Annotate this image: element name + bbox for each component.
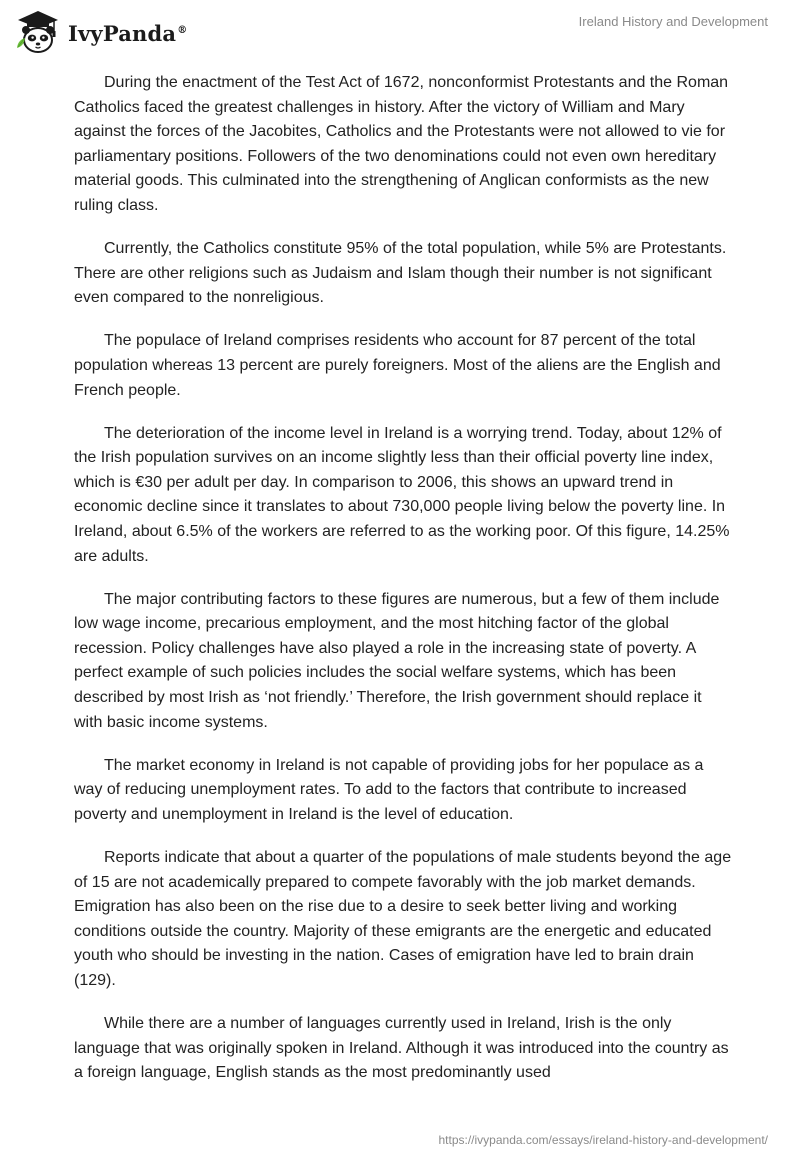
document-title: Ireland History and Development [578, 14, 768, 29]
paragraph: During the enactment of the Test Act of 1672, nonconformist Protestants and the Roman Catholics faced the greatest challenges in history. After the victory of William and Mary against the forces of the Jacobites, Catholics and the Protestants were not allowed to vie for parliamentary positions. Followers of the two denominations could not even own hereditary material goods. This culminated into the strengthening of Anglican conformists as the new ruling class. [74, 74, 729, 214]
paragraph: Reports indicate that about a quarter of the populations of male students beyond the age of 15 are not academically prepared to compete favorably with the job market demands. Emigration has also been on the rise due to a desire to seek better living and working conditions outside the country. Majority of these emigrants are the energetic and educated youth who should be investing in the nation. Cases of emigration have led to brain drain (129). [74, 849, 732, 989]
ivypanda-logo[interactable] [14, 8, 187, 56]
brand-name: IvyPanda® [68, 20, 188, 46]
paragraph: The deterioration of the income level in Ireland is a worrying trend. Today, about 12% of the Irish population survives on an income slightly less than their official poverty line index, which is €30 per adult per day. In comparison to 2006, this shows an upward trend in economic decline since it translates to about 730,000 people living below the poverty line. In Ireland, about 6.5% of the workers are referred to as the working poor. Of this figure, 14.25% are adults. [74, 424, 730, 565]
paragraph: The market economy in Ireland is not capable of providing jobs for her populace as a way of reducing unemployment rates. To add to the factors that contribute to increased poverty and unemployment in Ireland is the level of education. [74, 756, 704, 823]
paragraph: The major contributing factors to these figures are numerous, but a few of them include low wage income, precarious employment, and the most hitching factor of the global recession. Policy challenges have also played a role in the increasing state of poverty. A perfect example of such policies includes the social welfare systems, which has been described by most Irish as ‘not friendly.’ Therefore, the Irish government should replace it with basic income systems. [74, 590, 720, 731]
source-url[interactable]: https://ivypanda.com/essays/ireland-history-and-development/ [438, 1133, 768, 1147]
panda-graduation-cap-icon [14, 8, 62, 56]
registered-mark: ® [177, 24, 188, 36]
paragraph: While there are a number of languages currently used in Ireland, Irish is the only language that was originally spoken in Ireland. Although it was introduced into the country as a foreign language, English stands as the most predominantly used [74, 1015, 729, 1082]
page-header [0, 0, 800, 60]
paragraph: The populace of Ireland comprises residents who account for 87 percent of the total population whereas 13 percent are purely foreigners. Most of the aliens are the English and French people. [74, 332, 721, 399]
paragraph: Currently, the Catholics constitute 95% of the total population, while 5% are Protestants. There are other religions such as Judaism and Islam though their number is not significant even compared to the nonreligious. [74, 240, 727, 307]
essay-body [74, 71, 734, 1104]
